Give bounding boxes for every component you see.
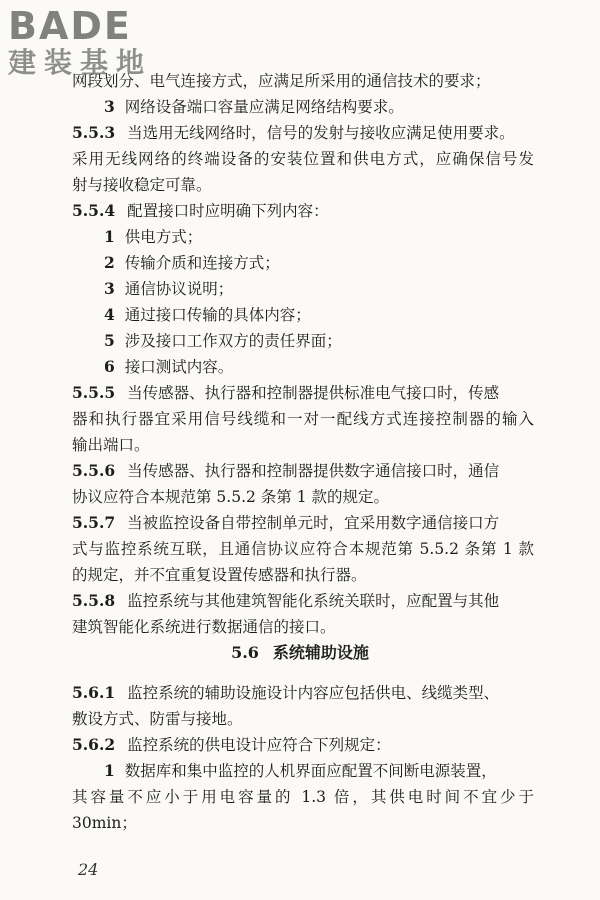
item-number: 2	[104, 253, 115, 272]
list-item	[104, 758, 534, 784]
clause-number: 5.5.6	[72, 461, 116, 480]
text-line: 协议应符合本规范第 5.5.2 条第 1 款的规定。	[72, 488, 390, 506]
section-heading	[0, 640, 600, 666]
item-number: 4	[104, 305, 115, 324]
clause	[72, 680, 534, 706]
item-text: 涉及接口工作双方的责任界面；	[124, 332, 342, 350]
item-number: 3	[104, 279, 115, 298]
watermark-subtitle: 建装基地	[8, 46, 153, 79]
clause	[72, 732, 534, 758]
clause-text: 监控系统的辅助设施设计内容应包括供电、线缆类型、	[127, 684, 500, 702]
text-line: 建筑智能化系统进行数据通信的接口。	[72, 618, 336, 636]
list-item	[104, 224, 534, 250]
list-item	[104, 250, 534, 276]
text-line: 输出端口。	[72, 436, 150, 454]
list-item	[104, 94, 534, 120]
text-line: 式与监控系统互联，且通信协议应符合本规范第 5.5.2 条第 1 款	[72, 540, 534, 558]
clause-number: 5.6.2	[72, 735, 116, 754]
clause-text: 当传感器、执行器和控制器提供数字通信接口时，通信	[127, 462, 500, 480]
clause-text: 监控系统的供电设计应符合下列规定：	[127, 736, 391, 754]
text-line: 的规定，并不宜重复设置传感器和执行器。	[72, 566, 367, 584]
list-item	[104, 354, 534, 380]
item-text: 供电方式；	[124, 228, 203, 246]
item-text: 数据库和集中监控的人机界面应配置不间断电源装置，	[124, 762, 497, 780]
item-number: 6	[104, 357, 115, 376]
clause	[72, 380, 534, 406]
list-item	[104, 302, 534, 328]
item-text: 接口测试内容。	[124, 358, 234, 376]
section-number: 5.6	[231, 643, 259, 662]
clause-number: 5.5.8	[72, 591, 116, 610]
item-number: 1	[104, 227, 115, 246]
item-number: 1	[104, 761, 115, 780]
list-item	[104, 276, 534, 302]
clause-number: 5.5.7	[72, 513, 116, 532]
clause-number: 5.6.1	[72, 683, 116, 702]
item-text: 传输介质和连接方式；	[124, 254, 280, 272]
text-line: 射与接收稳定可靠。	[72, 176, 212, 194]
watermark-brand: BADE	[8, 4, 132, 48]
clause	[72, 588, 534, 614]
text-line: 器和执行器宜采用信号线缆和一对一配线方式连接控制器的输入	[72, 410, 534, 428]
page-number: 24	[78, 860, 99, 879]
text-line: 30min；	[72, 814, 137, 832]
clause-number: 5.5.5	[72, 383, 116, 402]
text-line: 敷设方式、防雷与接地。	[72, 710, 243, 728]
clause-text: 配置接口时应明确下列内容：	[127, 202, 329, 220]
clause-text: 监控系统与其他建筑智能化系统关联时，应配置与其他	[127, 592, 500, 610]
clause	[72, 510, 534, 536]
text-line: 采用无线网络的终端设备的安装位置和供电方式，应确保信号发	[72, 150, 534, 168]
item-number: 3	[104, 97, 115, 116]
list-item	[104, 328, 534, 354]
text-line: 其容量不应小于用电容量的 1.3 倍，其供电时间不宜少于	[72, 788, 534, 806]
bade-watermark-logo	[8, 6, 152, 80]
clause-number: 5.5.3	[72, 123, 116, 142]
text-line: 网段划分、电气连接方式，应满足所采用的通信技术的要求；	[72, 72, 491, 90]
item-text: 通信协议说明；	[124, 280, 234, 298]
clause-text: 当选用无线网络时，信号的发射与接收应满足使用要求。	[127, 124, 515, 142]
item-text: 通过接口传输的具体内容；	[124, 306, 311, 324]
item-text: 网络设备端口容量应满足网络结构要求。	[124, 98, 404, 116]
section-title: 系统辅助设施	[272, 643, 369, 662]
clause-text: 当传感器、执行器和控制器提供标准电气接口时，传感	[127, 384, 500, 402]
clause-text: 当被监控设备自带控制单元时，宜采用数字通信接口方	[127, 514, 500, 532]
clause	[72, 198, 534, 224]
clause	[72, 120, 534, 146]
clause	[72, 458, 534, 484]
clause-number: 5.5.4	[72, 201, 116, 220]
item-number: 5	[104, 331, 115, 350]
